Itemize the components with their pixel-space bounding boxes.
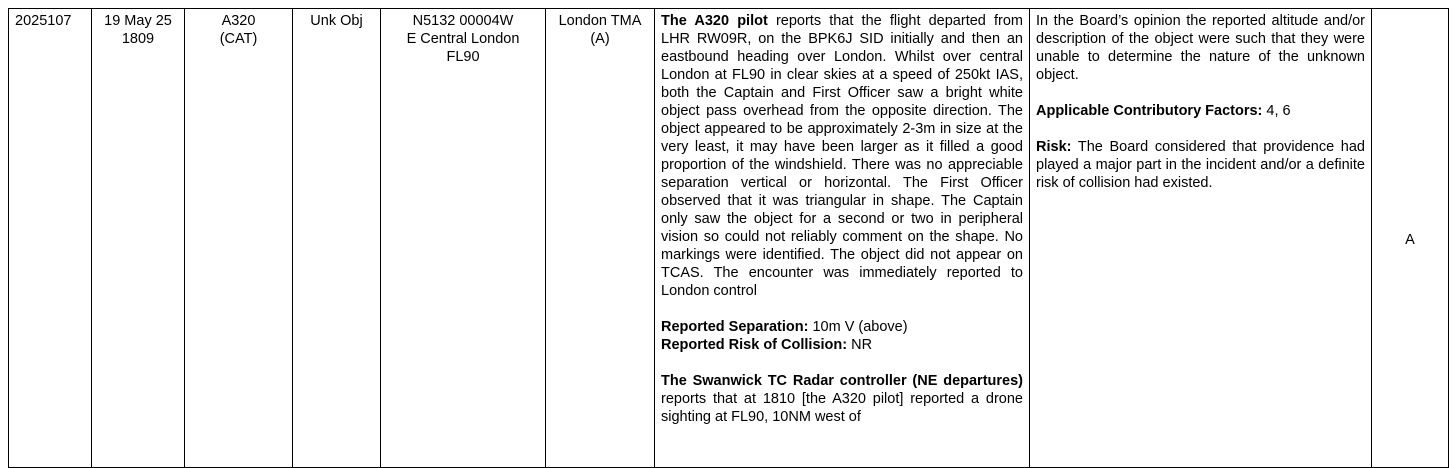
board-opinion: In the Board’s opinion the reported altitude and/or description of the object were such that they were unable to determine the nature of the unknown object. (1036, 13, 1365, 83)
object-cell (293, 9, 381, 468)
aircraft-cell (185, 9, 293, 468)
pilot-report-lead: The A320 pilot (661, 13, 768, 29)
aircraft-type: A320 (221, 13, 256, 29)
board-risk-label: Risk: (1036, 139, 1072, 155)
controller-report (661, 372, 1023, 426)
factors-value: 4, 6 (1262, 103, 1291, 119)
risk-category-cell (1372, 9, 1449, 468)
position-coords: N5132 00004W (412, 13, 514, 29)
table-row (9, 9, 1449, 468)
risk-category: A (1405, 231, 1415, 248)
controller-report-text: reports that at 1810 [the A320 pilot] reported a drone sighting at FL90, 10NM west of (661, 391, 1023, 425)
controller-report-lead: The Swanwick TC Radar controller (NE departures) (661, 373, 1023, 389)
board-risk (1036, 138, 1365, 192)
description-cell (655, 9, 1030, 468)
position-level: FL90 (446, 49, 480, 65)
separation-value: 10m V (above) (808, 319, 908, 335)
airspace-class: (A) (590, 31, 610, 47)
reported-separation (661, 318, 1023, 336)
board-cell (1030, 9, 1372, 468)
airspace-cell (546, 9, 655, 468)
reported-risk (661, 336, 1023, 354)
risk-value: NR (847, 337, 873, 353)
report-date: 19 May 25 (104, 13, 172, 29)
pilot-report (661, 12, 1023, 300)
report-ref: 2025107 (15, 13, 72, 29)
position-cell (381, 9, 546, 468)
airprox-table (8, 8, 1449, 468)
board-risk-value: The Board considered that providence had played a major part in the incident and/or a definite risk of collision had existed. (1036, 139, 1365, 191)
pilot-report-text: reports that the flight departed from LHR RW09R, on the BPK6J SID initially and then an eastbound heading over London. Whilst over central London at FL90 in clear skies at a speed of 250kt IAS, both the Captain and First Officer saw a bright white object pass overhead from the opposite direction. The object appeared to be approximately 2-3m in size at the very least, it may have been larger as it filled a good proportion of the windshield. There was no appreciable separation vertical or horizontal. The First Officer observed that it was triangular in shape. The Captain only saw the object for a second or two in peripheral vision so could not reliably comment on the shape. No markings were identified. The object did not appear on TCAS. The encounter was immediately reported to London control (661, 13, 1024, 299)
risk-label: Reported Risk of Collision: (661, 337, 848, 353)
object-type: Unk Obj (310, 13, 363, 29)
airspace-name: London TMA (558, 13, 642, 29)
date-cell (92, 9, 185, 468)
ref-cell (9, 9, 92, 468)
aircraft-category: (CAT) (219, 31, 258, 47)
position-location: E Central London (406, 31, 520, 47)
separation-label: Reported Separation: (661, 319, 809, 335)
report-time: 1809 (121, 31, 155, 47)
factors-label: Applicable Contributory Factors: (1036, 103, 1263, 119)
contributory-factors (1036, 102, 1365, 120)
